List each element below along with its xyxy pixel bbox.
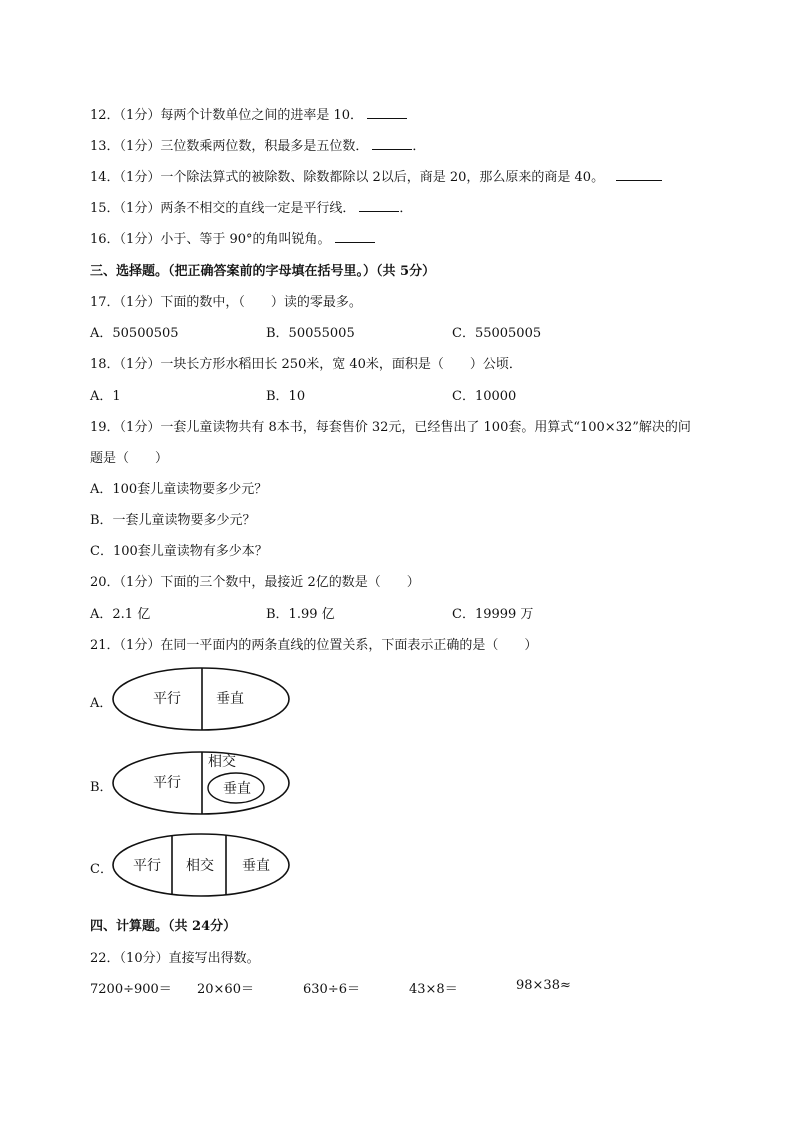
question-text: 15．（1分）两条不相交的直线一定是平行线． (90, 201, 356, 216)
question-22: 22．（10分）直接写出得数。 (90, 951, 260, 966)
calc-item: 20×60＝ (197, 982, 254, 997)
option-c[interactable]: C．100套儿童读物有多少本？ (90, 544, 268, 559)
label-parallel: 平行 (153, 775, 181, 791)
option-c[interactable]: C．19999 万 (452, 607, 534, 622)
calc-item: 630÷6＝ (303, 982, 360, 997)
option-b[interactable]: B．10 (266, 389, 306, 404)
question-15 (90, 197, 412, 216)
option-b[interactable]: B．一套儿童读物要多少元？ (90, 513, 256, 528)
label-perpendicular: 垂直 (242, 858, 270, 874)
answer-blank[interactable] (616, 179, 662, 181)
question-12 (90, 104, 407, 123)
answer-blank[interactable] (335, 241, 375, 243)
question-text: 13．（1分）三位数乘两位数，积最多是五位数． (90, 139, 369, 154)
question-suffix: ． (399, 201, 413, 216)
option-c[interactable]: C． (90, 862, 113, 877)
question-suffix: ． (412, 139, 426, 154)
answer-blank[interactable] (372, 148, 412, 150)
question-text: 14．（1分）一个除法算式的被除数、除数都除以 2以后，商是 20，那么原来的商是 40。 (90, 170, 605, 185)
question-text: 12．（1分）每两个计数单位之间的进率是 10． (90, 108, 363, 123)
option-b[interactable]: B． (90, 780, 113, 795)
option-b[interactable]: B．50055005 (266, 326, 355, 341)
diagram-a (106, 664, 296, 738)
label-parallel: 平行 (153, 691, 181, 707)
question-17: 17．（1分）下面的数中，（ ）读的零最多。 (90, 295, 362, 310)
option-b[interactable]: B．1.99 亿 (266, 607, 335, 622)
option-a[interactable]: A．50500505 (90, 326, 179, 341)
label-intersect: 相交 (186, 858, 214, 874)
question-text: 16．（1分）小于、等于 90°的角叫锐角。 (90, 232, 331, 247)
question-13 (90, 135, 425, 154)
question-14 (90, 166, 662, 185)
option-a[interactable]: A．100套儿童读物要多少元？ (90, 482, 268, 497)
section-heading-calculation: 四、计算题。（共 24分） (90, 919, 237, 934)
calc-item: 43×8＝ (409, 982, 458, 997)
label-perpendicular: 垂直 (223, 781, 251, 797)
option-a[interactable]: A． (90, 696, 113, 711)
label-perpendicular: 垂直 (216, 691, 244, 707)
answer-blank[interactable] (367, 117, 407, 119)
diagram-c (106, 830, 296, 904)
option-a[interactable]: A．1 (90, 389, 121, 404)
label-parallel: 平行 (133, 858, 161, 874)
question-21: 21．（1分）在同一平面内的两条直线的位置关系，下面表示正确的是（ ） (90, 638, 538, 653)
section-heading-choice: 三、选择题。（把正确答案前的字母填在括号里。）（共 5分） (90, 264, 436, 279)
calc-item: 98×38≈ (516, 978, 571, 993)
option-c[interactable]: C．55005005 (452, 326, 542, 341)
question-19-continued: 题是（ ） (90, 451, 169, 466)
question-20: 20．（1分）下面的三个数中，最接近 2亿的数是（ ） (90, 575, 420, 590)
question-18: 18．（1分）一块长方形水稻田长 250米，宽 40米，面积是（ ）公顷． (90, 357, 522, 372)
question-19: 19．（1分）一套儿童读物共有 8本书，每套售价 32元，已经售出了 100套。用算式“100×32”解决的问 (90, 420, 691, 435)
question-16 (90, 228, 375, 247)
diagram-b (106, 748, 296, 822)
option-c[interactable]: C．10000 (452, 389, 517, 404)
option-a[interactable]: A．2.1 亿 (90, 607, 151, 622)
calc-item: 7200÷900＝ (90, 982, 172, 997)
answer-blank[interactable] (359, 210, 399, 212)
label-intersect: 相交 (208, 754, 236, 770)
